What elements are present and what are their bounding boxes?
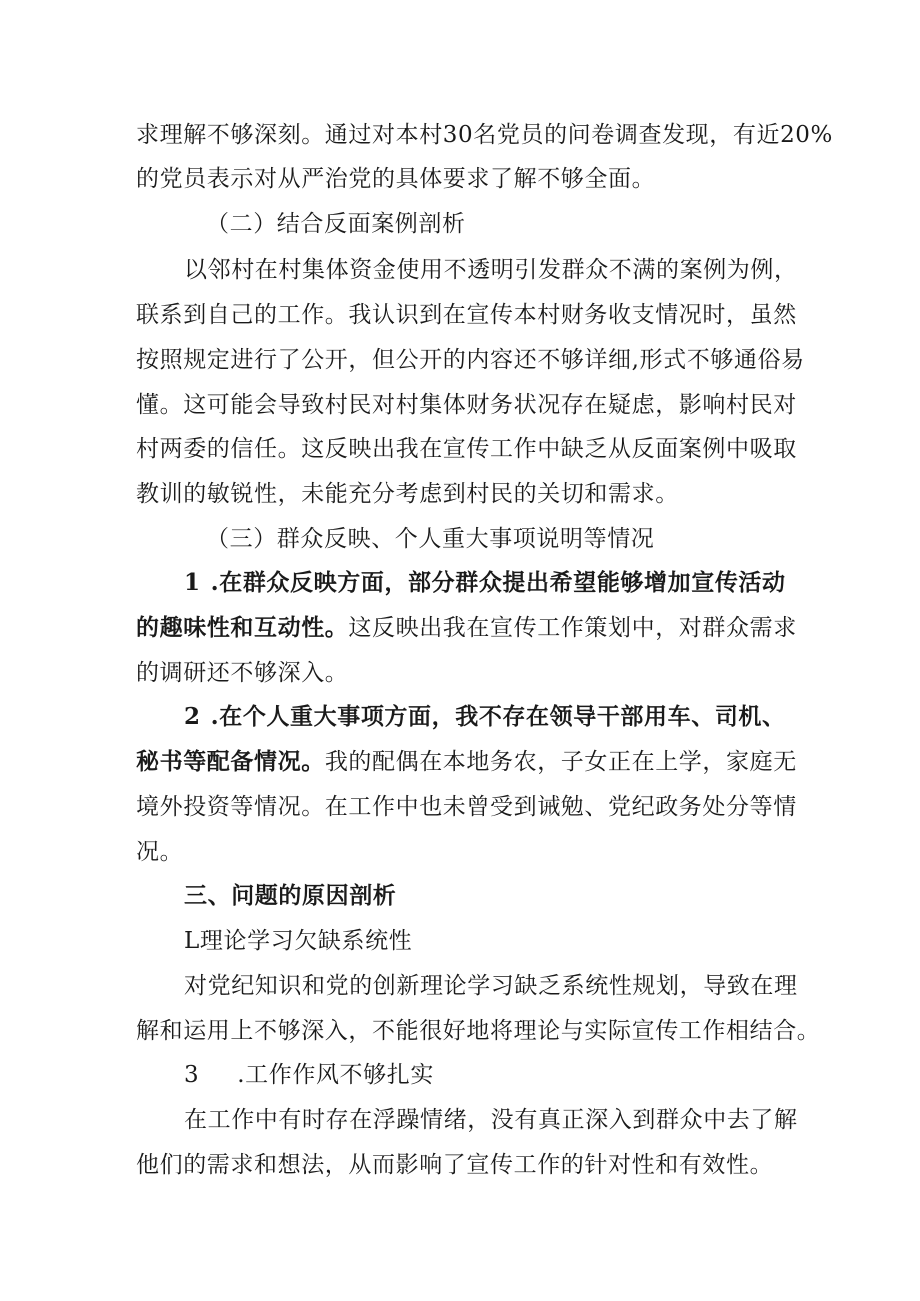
subheading-work-style bbox=[184, 1059, 434, 1091]
item2-bold-continuation: 秘书等配备情况。 bbox=[136, 748, 325, 775]
item2-bold-text: .在个人重大事项方面，我不存在领导干部用车、司机、 bbox=[210, 703, 786, 730]
item2-line-d: 况。 bbox=[136, 839, 184, 865]
paragraph-line: 村两委的信任。这反映出我在宣传工作中缺乏从反面案例中吸取 bbox=[136, 436, 797, 462]
paragraph-line: 懂。这可能会导致村民对村集体财务状况存在疑虑，影响村民对 bbox=[136, 392, 797, 418]
item1-line-c: 的调研还不够深入。 bbox=[136, 660, 349, 686]
subheading-mass-feedback: （三）群众反映、个人重大事项说明等情况 bbox=[206, 526, 655, 552]
item1-number: 1 bbox=[184, 569, 201, 596]
item1-bold-text: .在群众反映方面，部分群众提出希望能够增加宣传活动 bbox=[210, 569, 786, 596]
subheading-negative-case-analysis: （二）结合反面案例剖析 bbox=[206, 211, 466, 237]
paragraph-line: 以邻村在村集体资金使用不透明引发群众不满的案例为例， bbox=[184, 257, 798, 283]
item1-line-b bbox=[136, 612, 797, 644]
item2-number: 2 bbox=[184, 703, 201, 730]
paragraph-line: 在工作中有时存在浮躁情绪，没有真正深入到群众中去了解 bbox=[184, 1107, 798, 1133]
paragraph-line: 教训的敏锐性，未能充分考虑到村民的关切和需求。 bbox=[136, 481, 679, 507]
paragraph-line: 他们的需求和想法，从而影响了宣传工作的针对性和有效性。 bbox=[136, 1152, 774, 1178]
item1-bold-continuation: 的趣味性和互动性。 bbox=[136, 614, 349, 641]
item2-text: 我的配偶在本地务农，子女正在上学，家庭无 bbox=[324, 749, 797, 775]
section-heading-cause-analysis: 三、问题的原因剖析 bbox=[184, 882, 397, 909]
item2-line-a bbox=[184, 701, 786, 733]
sub2-number: 3 bbox=[184, 1062, 200, 1088]
paragraph-line: 解和运用上不够深入，不能很好地将理论与实际宣传工作相结合。 bbox=[136, 1018, 821, 1044]
paragraph-line: 联系到自己的工作。我认识到在宣传本村财务收支情况时，虽然 bbox=[136, 302, 797, 328]
paragraph-line: 对党纪知识和党的创新理论学习缺乏系统性规划，导致在理 bbox=[184, 973, 798, 999]
paragraph-line: 的党员表示对从严治党的具体要求了解不够全面。 bbox=[136, 166, 656, 192]
item2-line-c: 境外投资等情况。在工作中也未曾受到诫勉、党纪政务处分等情 bbox=[136, 794, 797, 820]
subheading-theory-study: L理论学习欠缺系统性 bbox=[184, 928, 413, 954]
paragraph-line: 求理解不够深刻。通过对本村30名党员的问卷调查发现，有近20% bbox=[136, 122, 833, 148]
paragraph-line: 按照规定进行了公开，但公开的内容还不够详细,形式不够通俗易 bbox=[136, 347, 805, 373]
sub2-text: .工作作风不够扎实 bbox=[237, 1062, 434, 1088]
item1-line-a bbox=[184, 567, 786, 599]
item2-line-b bbox=[136, 746, 797, 778]
item1-text: 这反映出我在宣传工作策划中，对群众需求 bbox=[348, 615, 797, 641]
